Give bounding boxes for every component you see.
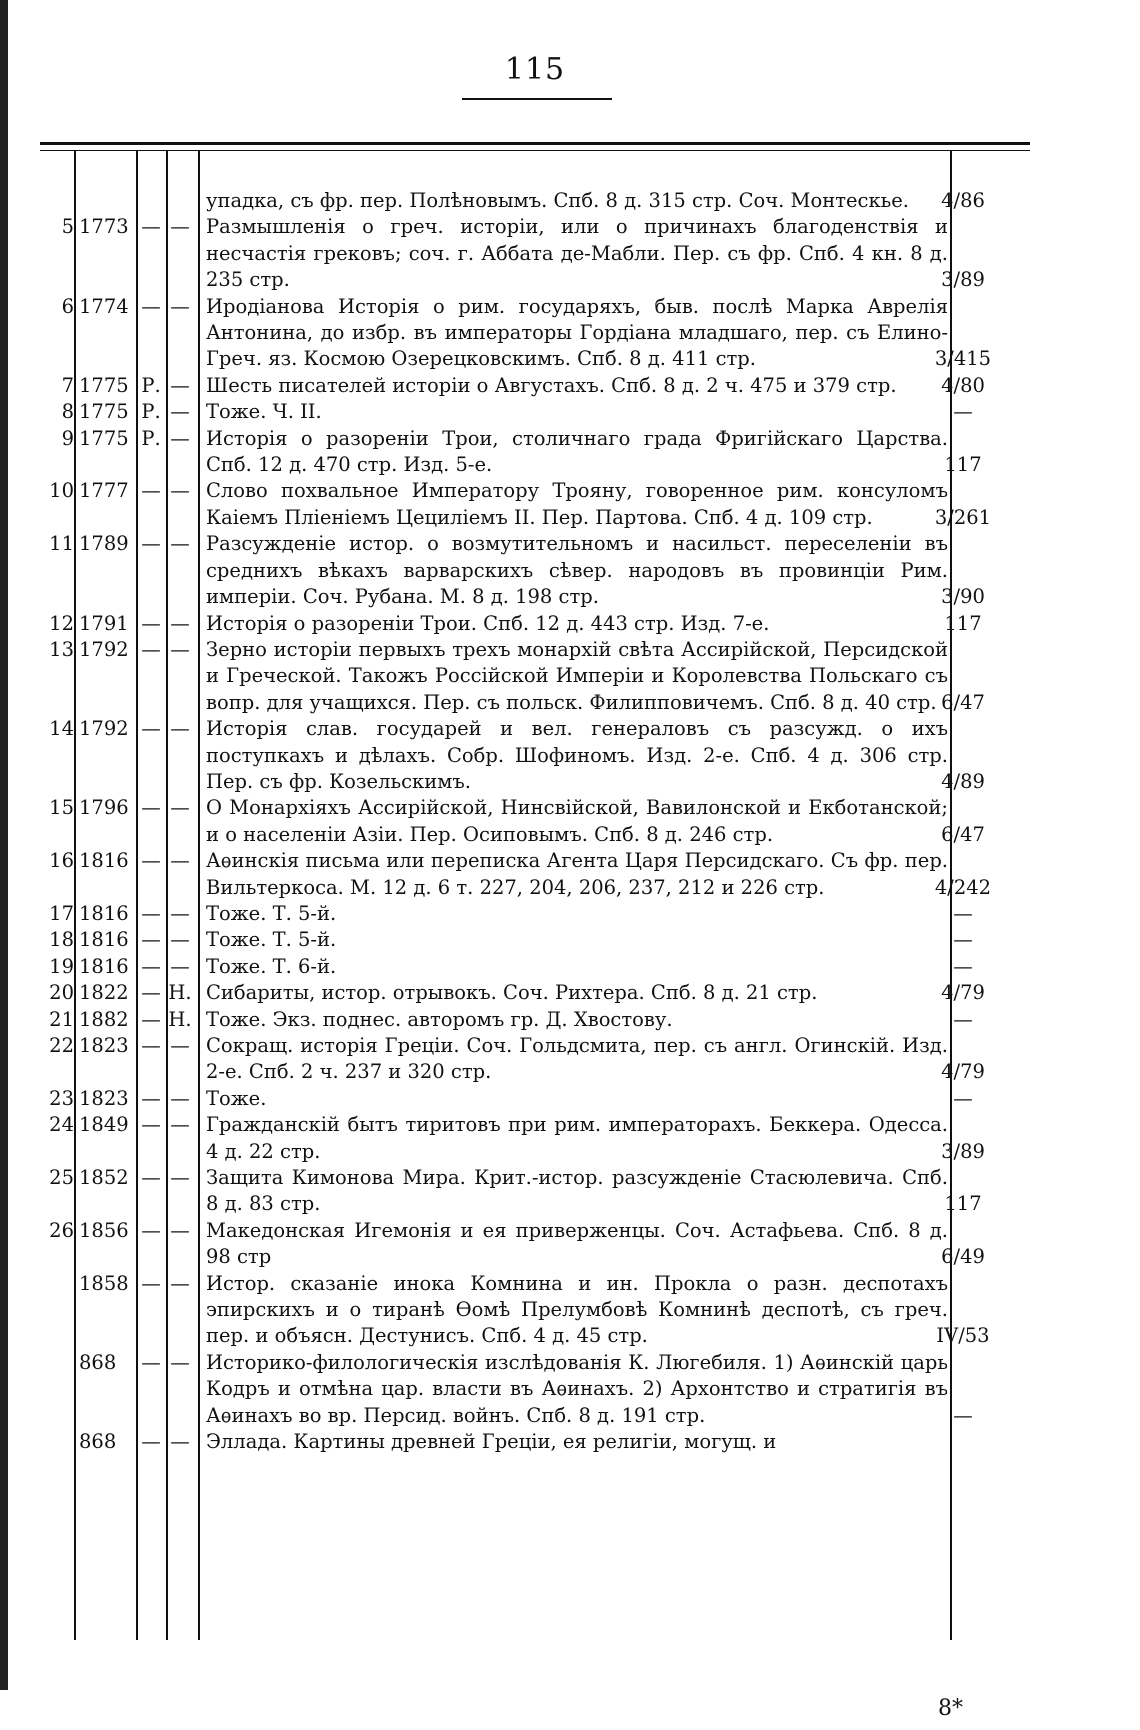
entry-number: 23 [49, 1086, 74, 1110]
entry-price: — [953, 954, 973, 978]
entry-mark-b: — [170, 215, 190, 239]
entry-price: 4/242 [934, 875, 992, 899]
entry-price: — [953, 1403, 973, 1427]
entry-mark-a: Р. [141, 426, 161, 450]
entry-year: 1849 [79, 1113, 129, 1137]
entry-description: Сибариты, истор. отрывокъ. Соч. Рихтера. Спб. 8 д. 21 стр. [206, 981, 818, 1005]
entry-number: 20 [49, 981, 74, 1005]
entry-mark-a: — [141, 611, 161, 635]
entry-mark-a: — [141, 954, 161, 978]
entry-number: 6 [61, 294, 74, 318]
entry-mark-b: — [170, 954, 190, 978]
entry-description: Защита Кимонова Мира. Крит.-истор. разсужденіе Стасюлевича. Спб. 8 д. 83 стр. [206, 1166, 948, 1216]
entry-description: Эллада. Картины древней Греціи, ея религіи, могущ. и [206, 1430, 777, 1454]
entry-description: Тоже. Т. 6-й. [206, 954, 337, 978]
entry-number: 13 [49, 637, 74, 661]
entry-year: 1858 [79, 1271, 129, 1295]
entry-price: 117 [944, 453, 982, 477]
entry-price: — [953, 400, 973, 424]
entry-mark-a: — [141, 901, 161, 925]
entry-year: 1856 [79, 1218, 129, 1242]
entry-mark-b: — [170, 400, 190, 424]
entry-number: 15 [49, 796, 74, 820]
entry-year: 1823 [79, 1086, 129, 1110]
entry-mark-b: — [170, 717, 190, 741]
entry-description: Шесть писателей исторіи о Августахъ. Спб. 8 д. 2 ч. 475 и 379 стр. [206, 373, 897, 397]
catalog-entry [0, 1033, 1140, 1086]
entry-number: 7 [61, 373, 74, 397]
entry-number: 25 [49, 1166, 74, 1190]
signature-mark: 8* [938, 1696, 963, 1721]
entry-price: 3/261 [934, 505, 992, 529]
catalog-entry [0, 1218, 1140, 1271]
entry-mark-a: — [141, 637, 161, 661]
entry-year: 1775 [79, 426, 129, 450]
entry-mark-a: — [141, 1271, 161, 1295]
entry-description: Исторія о разореніи Трои, столичнаго града Фригійскаго Царства. Спб. 12 д. 470 стр. Изд. 5-е. [206, 426, 948, 477]
entry-price: IV/53 [936, 1324, 990, 1348]
entry-number: 8 [61, 400, 74, 424]
entry-price: 4/80 [941, 373, 985, 397]
entry-year: 1882 [79, 1007, 129, 1031]
catalog-entry [0, 188, 1140, 214]
catalog-entry [0, 214, 1140, 293]
entry-mark-b: — [170, 532, 190, 556]
entry-description: Тоже. Экз. поднес. авторомъ гр. Д. Хвостову. [206, 1007, 673, 1031]
entry-mark-a: — [141, 479, 161, 503]
entry-mark-b: — [170, 373, 190, 397]
catalog-entry [0, 1086, 1140, 1112]
catalog-entry [0, 373, 1140, 399]
catalog-table [0, 188, 1140, 1456]
catalog-entry [0, 980, 1140, 1006]
entry-number: 14 [49, 717, 74, 741]
entry-price: — [953, 901, 973, 925]
entry-mark-a: — [141, 1430, 161, 1454]
entry-mark-a: Р. [141, 373, 161, 397]
catalog-entry [0, 795, 1140, 848]
entry-mark-b: Н. [168, 981, 192, 1005]
catalog-entry [0, 1007, 1140, 1033]
entry-year: 868 [79, 1430, 117, 1454]
entry-description: Исторія о разореніи Трои. Спб. 12 д. 443 стр. Изд. 7-е. [206, 611, 770, 635]
entry-number: 12 [49, 611, 74, 635]
entry-number: 5 [61, 215, 74, 239]
entry-description: Тоже. Ч. II. [206, 400, 322, 424]
entry-year: 1816 [79, 928, 129, 952]
entry-price: 4/89 [941, 769, 985, 793]
entry-mark-a: — [141, 849, 161, 873]
entry-number: 9 [61, 426, 74, 450]
entry-description: Тоже. Т. 5-й. [206, 901, 337, 925]
entry-mark-b: — [170, 1113, 190, 1137]
entry-mark-b: — [170, 1218, 190, 1242]
entry-description: Размышленія о греч. исторіи, или о причинахъ благоденствія и несчастія грековъ; соч. г. Аббата де-Мабли. Пер. съ фр. Спб. 4 кн. 8 д. 235 стр. [206, 215, 948, 292]
entry-year: 1796 [79, 796, 129, 820]
entry-mark-b: — [170, 294, 190, 318]
catalog-entry [0, 637, 1140, 716]
entry-price: 6/47 [941, 690, 985, 714]
entry-number: 26 [49, 1218, 74, 1242]
entry-description: Иродіанова Исторія о рим. государяхъ, быв. послѣ Марка Аврелія Антонина, до избр. въ императоры Гордіана младшаго, пер. съ Елино-Греч. яз. Космою Озерецковскимъ. Спб. 8 д. 411 стр. [206, 294, 948, 371]
entry-mark-b: — [170, 901, 190, 925]
entry-price: 3/90 [941, 585, 985, 609]
entry-description: Историко-филологическія изслѣдованія К. Люгебиля. 1) Аѳинскій царь Кодръ и отмѣна цар. власти въ Аѳинахъ. 2) Архонтство и стратигія въ Аѳинахъ во вр. Персид. войнъ. Спб. 8 д. 191 стр. [206, 1350, 948, 1427]
entry-mark-a: — [141, 1113, 161, 1137]
catalog-entry [0, 426, 1140, 479]
entry-mark-a: — [141, 1086, 161, 1110]
entry-year: 1775 [79, 373, 129, 397]
entry-mark-a: — [141, 1034, 161, 1057]
entry-mark-a: — [141, 1350, 161, 1374]
catalog-entry [0, 1112, 1140, 1165]
entry-price: 4/86 [941, 189, 985, 212]
entry-number: 16 [49, 849, 74, 873]
entry-description: Истор. сказаніе инока Комнина и ин. Прокла о разн. деспотахъ эпирскихъ и о тиранѣ Ѳомѣ Прелумбовѣ Комнинѣ деспотѣ, съ греч. пер. и объясн. Дестунисъ. Спб. 4 д. 45 стр. [206, 1271, 948, 1348]
entry-number: 24 [49, 1113, 74, 1137]
entry-description: О Монархіяхъ Ассирійской, Нинсвійской, Вавилонской и Екботанской; и о населеніи Азіи. Пер. Осиповымъ. Спб. 8 д. 246 стр. [206, 796, 948, 846]
entry-mark-a: — [141, 928, 161, 952]
entry-price: — [953, 1086, 973, 1110]
entry-description: упадка, съ фр. пер. Полѣновымъ. Спб. 8 д. 315 стр. Соч. Монтескье. [206, 189, 910, 212]
entry-number: 17 [49, 901, 74, 925]
catalog-entry [0, 1350, 1140, 1429]
entry-mark-b: — [170, 1271, 190, 1295]
catalog-entry [0, 901, 1140, 927]
entry-year: 1823 [79, 1034, 129, 1057]
entry-mark-b: — [170, 426, 190, 450]
entry-price: 3/89 [941, 268, 985, 292]
entry-description: Сокращ. исторія Греціи. Соч. Гольдсмита, пер. съ англ. Огинскій. Изд. 2-е. Спб. 2 ч. 237 и 320 стр. [206, 1034, 948, 1084]
entry-year: 1774 [79, 294, 129, 318]
entry-mark-a: — [141, 1218, 161, 1242]
entry-price: 6/47 [941, 822, 985, 846]
entry-description: Македонская Игемонія и ея приверженцы. Соч. Астафьева. Спб. 8 д. 98 стр [206, 1218, 948, 1269]
entry-number: 22 [49, 1034, 74, 1057]
entry-price: 4/79 [941, 1060, 985, 1084]
page-number: 115 [504, 52, 566, 87]
entry-mark-b: — [170, 1034, 190, 1057]
catalog-entry [0, 954, 1140, 980]
entry-description: Гражданскій бытъ тиритовъ при рим. императорахъ. Беккера. Одесса. 4 д. 22 стр. [206, 1113, 948, 1163]
entry-mark-a: — [141, 981, 161, 1005]
entry-number: 11 [49, 532, 74, 556]
entry-price: 6/49 [941, 1245, 985, 1269]
catalog-entry [0, 478, 1140, 531]
entry-description: Исторія слав. государей и вел. генераловъ съ разсужд. о ихъ поступкахъ и дѣлахъ. Собр. Шофиномъ. Изд. 2-е. Спб. 4 д. 306 стр. Пер. съ фр. Козельскимъ. [206, 717, 948, 793]
entry-year: 1792 [79, 637, 129, 661]
entry-year: 1791 [79, 611, 129, 635]
entry-mark-b: — [170, 1430, 190, 1454]
entry-mark-b: — [170, 1166, 190, 1190]
entry-mark-a: — [141, 294, 161, 318]
entry-year: 1852 [79, 1166, 129, 1190]
entry-description: Тоже. Т. 5-й. [206, 928, 337, 952]
entry-description: Зерно исторіи первыхъ трехъ монархій свѣта Ассирійской, Персидской и Греческой. Такожъ Россійской Имперіи и Королевства Польскаго съ вопр. для учащихся. Пер. съ польск. Филипповичемъ. Спб. 8 д. 40 стр. [206, 637, 948, 714]
catalog-entry [0, 716, 1140, 795]
entry-description: Тоже. [206, 1086, 267, 1110]
entry-year: 1816 [79, 954, 129, 978]
entry-number: 10 [49, 479, 74, 503]
catalog-entry [0, 531, 1140, 610]
catalog-entry [0, 611, 1140, 637]
catalog-entry [0, 1271, 1140, 1350]
entry-mark-b: — [170, 479, 190, 503]
catalog-entry [0, 848, 1140, 901]
entry-description: Аѳинскія письма или переписка Агента Царя Персидскаго. Съ фр. пер. Вильтеркоса. М. 12 д. 6 т. 227, 204, 206, 237, 212 и 226 стр. [206, 849, 948, 899]
entry-year: 1775 [79, 400, 129, 424]
page-number-rule [462, 98, 612, 100]
entry-mark-b: — [170, 637, 190, 661]
catalog-entry [0, 294, 1140, 373]
entry-mark-a: — [141, 532, 161, 556]
entry-number: 18 [49, 928, 74, 952]
entry-year: 1816 [79, 901, 129, 925]
entry-description: Разсужденіе истор. о возмутительномъ и насильст. переселеніи въ среднихъ вѣкахъ варварскихъ сѣвер. народовъ въ провинціи Рим. имперіи. Соч. Рубана. М. 8 д. 198 стр. [206, 532, 948, 609]
catalog-entry [0, 1165, 1140, 1218]
entry-mark-b: — [170, 796, 190, 820]
entry-mark-a: Р. [141, 400, 161, 424]
entry-year: 1789 [79, 532, 129, 556]
entry-price: — [953, 928, 973, 952]
entry-description: Слово похвальное Императору Трояну, говоренное рим. консуломъ Каіемъ Пліеніемъ Цециліемъ II. Пер. Партова. Спб. 4 д. 109 стр. [206, 479, 948, 529]
entry-mark-a: — [141, 717, 161, 741]
entry-number: 19 [49, 954, 74, 978]
entry-price: 117 [944, 611, 982, 635]
entry-year: 868 [79, 1350, 117, 1374]
entry-price: — [953, 1007, 973, 1031]
entry-mark-b: — [170, 849, 190, 873]
entry-price: 117 [944, 1192, 982, 1216]
entry-mark-b: — [170, 928, 190, 952]
catalog-entry [0, 399, 1140, 425]
entry-number: 21 [49, 1007, 74, 1031]
entry-year: 1822 [79, 981, 129, 1005]
entry-year: 1777 [79, 479, 129, 503]
catalog-entry [0, 927, 1140, 953]
table-top-rule-thin [40, 150, 1030, 151]
entry-year: 1773 [79, 215, 129, 239]
entry-mark-a: — [141, 1166, 161, 1190]
entry-year: 1816 [79, 849, 129, 873]
entry-mark-b: — [170, 1086, 190, 1110]
entry-mark-b: Н. [168, 1007, 192, 1031]
entry-year: 1792 [79, 717, 129, 741]
entry-price: 4/79 [941, 981, 985, 1005]
entry-price: 3/415 [934, 347, 992, 371]
entry-price: 3/89 [941, 1139, 985, 1163]
catalog-entry [0, 1429, 1140, 1455]
entry-mark-b: — [170, 1350, 190, 1374]
entry-mark-a: — [141, 215, 161, 239]
entry-mark-b: — [170, 611, 190, 635]
entry-mark-a: — [141, 1007, 161, 1031]
entry-mark-a: — [141, 796, 161, 820]
table-top-rule [40, 142, 1030, 145]
